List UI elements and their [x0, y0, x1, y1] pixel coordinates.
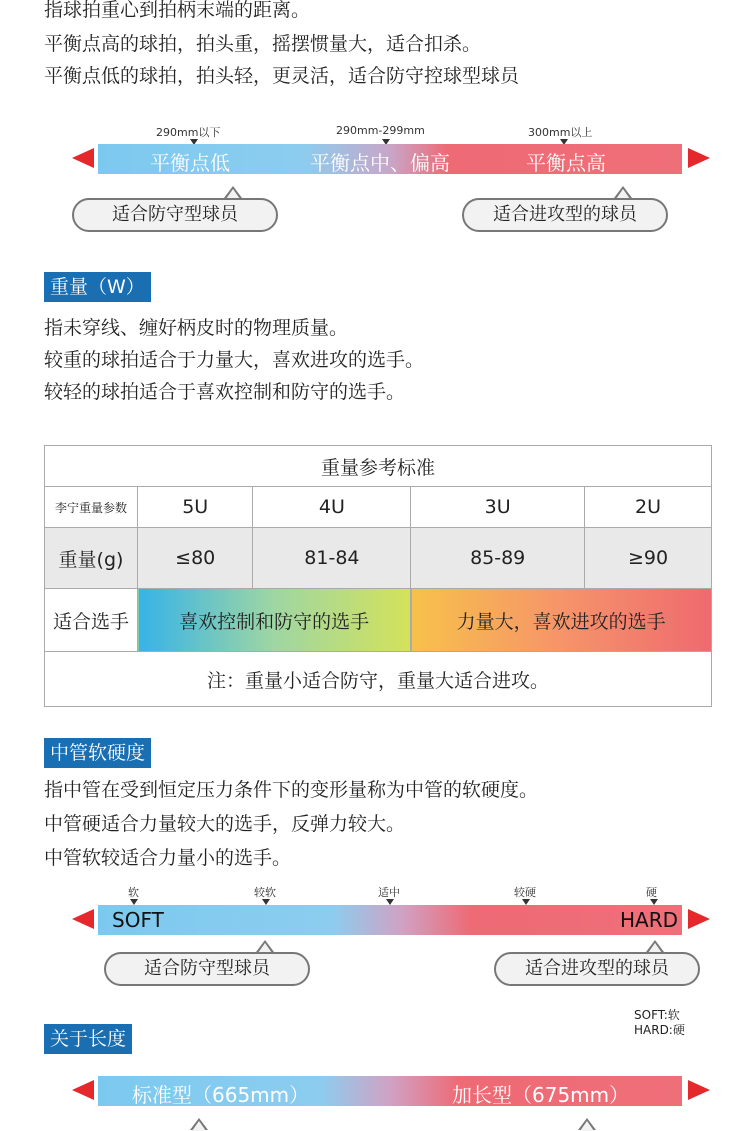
- balance-bar: [98, 144, 682, 174]
- bubble-pointer: [614, 186, 632, 198]
- table-suit-defensive: 喜欢控制和防守的选手: [138, 589, 411, 652]
- table-weight-3u: 85-89: [411, 528, 585, 589]
- bubble-offensive: 适合进攻型的球员: [462, 198, 668, 232]
- shaft-bubble-offensive: 适合进攻型的球员: [494, 952, 700, 986]
- balance-tick-high: 300mm以上: [528, 126, 593, 139]
- shaft-line-2: 中管硬适合力量较大的选手，反弹力较大。: [44, 813, 406, 835]
- shaft-bar: [98, 905, 682, 935]
- balance-tick-mid: 290mm-299mm: [336, 124, 425, 137]
- arrow-right-icon: [688, 148, 710, 168]
- balance-bar-low: 平衡点低: [150, 151, 230, 175]
- balance-line-2: 平衡点高的球拍，拍头重，摇摆惯量大，适合扣杀。: [44, 33, 482, 55]
- shaft-tick-hard: 硬: [646, 886, 657, 899]
- balance-bar-mid: 平衡点中、偏高: [310, 151, 450, 175]
- table-title: 重量参考标准: [45, 446, 712, 487]
- shaft-tick-fairly-soft: 较软: [254, 886, 276, 899]
- bubble-pointer: [578, 1118, 596, 1130]
- table-note: 注：重量小适合防守，重量大适合进攻。: [45, 652, 712, 707]
- length-bar-standard: 标准型（665mm）: [132, 1083, 310, 1107]
- bubble-pointer: [190, 1118, 208, 1130]
- length-section-tag: 关于长度: [44, 1024, 132, 1054]
- table-u-2u: 2U: [584, 487, 711, 528]
- bubble-defensive: 适合防守型球员: [72, 198, 278, 232]
- balance-line-3: 平衡点低的球拍，拍头轻，更灵活，适合防守控球型球员: [44, 65, 520, 87]
- weight-reference-table: [44, 445, 712, 707]
- arrow-right-icon: [688, 909, 710, 929]
- shaft-line-1: 指中管在受到恒定压力条件下的变形量称为中管的软硬度。: [44, 779, 539, 801]
- shaft-bar-soft: SOFT: [112, 908, 164, 932]
- legend-hard: HARD:硬: [634, 1023, 685, 1037]
- table-weight-2u: ≥90: [584, 528, 711, 589]
- length-bar: [98, 1076, 682, 1106]
- bubble-pointer: [224, 186, 242, 198]
- legend-soft: SOFT:软: [634, 1008, 680, 1022]
- table-weight-5u: ≤80: [138, 528, 253, 589]
- weight-line-3: 较轻的球拍适合于喜欢控制和防守的选手。: [44, 381, 406, 403]
- balance-bar-high: 平衡点高: [526, 151, 606, 175]
- table-u-4u: 4U: [253, 487, 411, 528]
- shaft-legend: [634, 1008, 685, 1038]
- shaft-tick-soft: 软: [128, 886, 139, 899]
- balance-line-1: 指球拍重心到拍柄末端的距离。: [44, 0, 311, 21]
- weight-line-2: 较重的球拍适合于力量大，喜欢进攻的选手。: [44, 349, 425, 371]
- table-suit-label: 适合选手: [45, 589, 138, 652]
- weight-section-tag: 重量（W）: [44, 272, 151, 302]
- table-weight-4u: 81-84: [253, 528, 411, 589]
- table-param-label: 李宁重量参数: [45, 487, 138, 528]
- table-weight-label: 重量(g): [45, 528, 138, 589]
- arrow-left-icon: [72, 909, 94, 929]
- bubble-pointer: [646, 940, 664, 952]
- table-u-3u: 3U: [411, 487, 585, 528]
- shaft-tick-medium: 适中: [378, 886, 400, 899]
- weight-line-1: 指未穿线、缠好柄皮时的物理质量。: [44, 317, 349, 339]
- arrow-left-icon: [72, 148, 94, 168]
- table-suit-offensive: 力量大，喜欢进攻的选手: [411, 589, 712, 652]
- arrow-right-icon: [688, 1080, 710, 1100]
- shaft-bubble-defensive: 适合防守型球员: [104, 952, 310, 986]
- bubble-pointer: [256, 940, 274, 952]
- shaft-bar-hard: HARD: [619, 908, 678, 932]
- arrow-left-icon: [72, 1080, 94, 1100]
- shaft-line-3: 中管软较适合力量小的选手。: [44, 847, 292, 869]
- shaft-tick-fairly-hard: 较硬: [514, 886, 536, 899]
- shaft-section-tag: 中管软硬度: [44, 738, 151, 768]
- length-bar-extended: 加长型（675mm）: [452, 1083, 630, 1107]
- balance-tick-low: 290mm以下: [156, 126, 221, 139]
- table-u-5u: 5U: [138, 487, 253, 528]
